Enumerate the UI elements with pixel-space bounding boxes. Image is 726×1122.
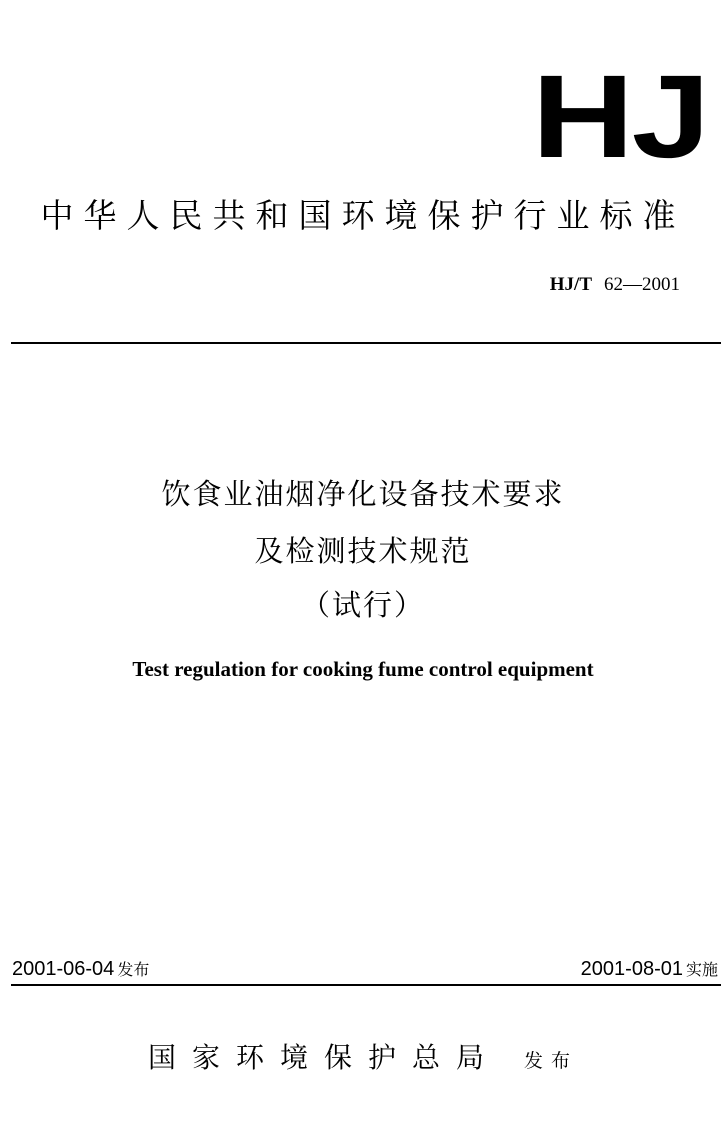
issue-label: 发布 [117, 960, 150, 979]
standard-category-title: 中华人民共和国环境保护行业标准 [40, 196, 686, 235]
bottom-divider [11, 984, 721, 986]
hj-logo: HJ [531, 51, 708, 183]
document-title-line1: 饮食业油烟净化设备技术要求 [161, 477, 565, 511]
document-title-english: Test regulation for cooking fume control equipment [132, 657, 594, 681]
implementation-date-block [581, 957, 718, 981]
authority-issue-label: 发布 [524, 1050, 579, 1072]
issuing-authority [0, 1036, 726, 1076]
issue-date: 2001-06-04 [12, 958, 115, 980]
implementation-date: 2001-08-01 [580, 958, 683, 980]
standard-code: 62—2001 [604, 274, 680, 295]
standard-number [550, 274, 680, 296]
authority-name: 国家环境保护总局 [147, 1041, 500, 1074]
document-title-trial: （试行） [300, 588, 425, 622]
document-title-line2: 及检测技术规范 [254, 534, 472, 568]
issue-date-block [12, 957, 149, 981]
implementation-label: 实施 [685, 960, 718, 979]
top-divider [11, 342, 721, 344]
standard-prefix: HJ/T [549, 274, 592, 295]
